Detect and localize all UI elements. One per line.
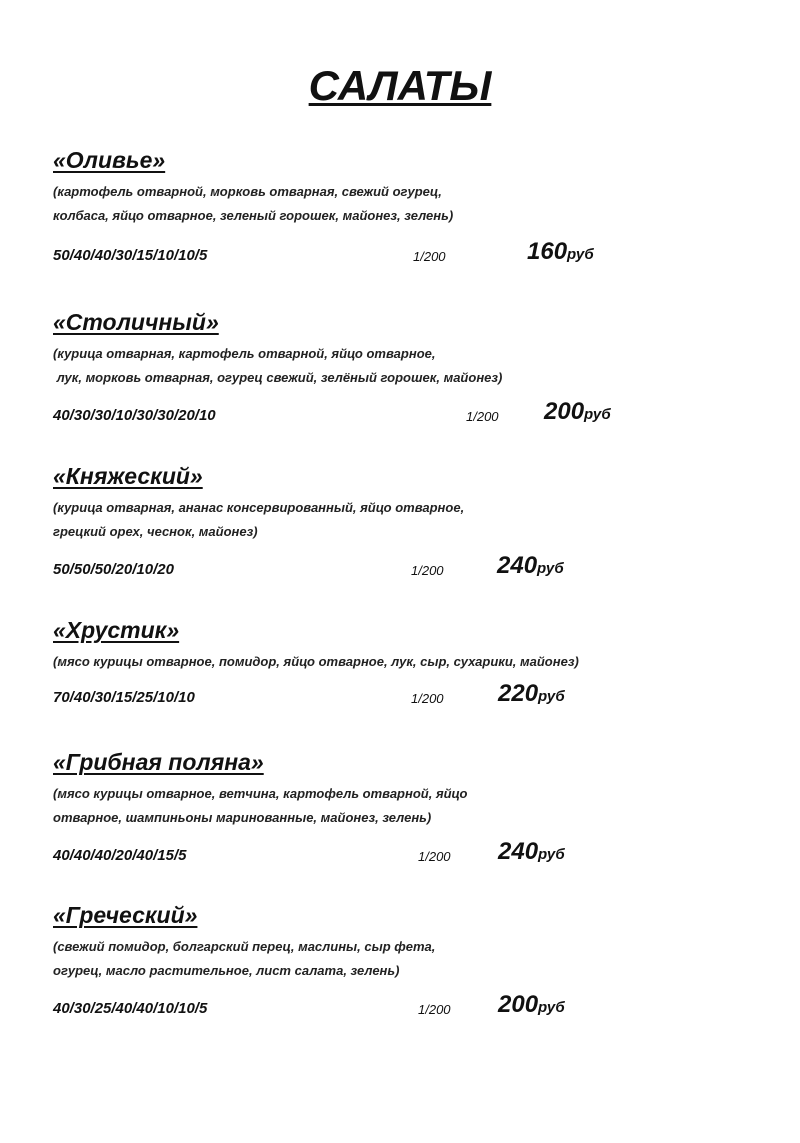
item-details: [53, 991, 753, 1021]
price-value: 220: [498, 680, 539, 707]
price-value: 240: [498, 838, 539, 865]
item-ingredients: (мясо курицы отварное, ветчина, картофель отварной, яйцо отварное, шампиньоны маринованные, майонез, зелень): [53, 786, 468, 825]
menu-item: [53, 901, 753, 1021]
item-name: «Оливье»: [53, 147, 166, 173]
price-currency: руб: [584, 406, 611, 423]
item-price: [498, 991, 565, 1019]
item-price: [527, 238, 594, 266]
item-name: «Хрустик»: [53, 617, 180, 643]
item-weight: 1/200: [418, 1002, 451, 1017]
item-portions: 50/40/40/30/15/10/10/5: [53, 247, 208, 264]
item-ingredients: (курица отварная, картофель отварной, яйцо отварное, лук, морковь отварная, огурец свежий, зелёный горошек, майонез): [53, 346, 503, 385]
item-weight: 1/200: [411, 563, 444, 578]
item-ingredients: (курица отварная, ананас консервированный, яйцо отварное, грецкий орех, чеснок, майонез): [53, 500, 465, 539]
price-value: 240: [497, 552, 538, 579]
item-weight: 1/200: [466, 409, 499, 424]
item-name: «Столичный»: [53, 309, 219, 335]
item-name: «Грибная поляна»: [53, 749, 264, 775]
menu-item: [53, 616, 753, 710]
page-title: САЛАТЫ: [308, 62, 492, 109]
item-weight: 1/200: [418, 849, 451, 864]
item-price: [498, 838, 565, 866]
item-portions: 40/30/25/40/40/10/10/5: [53, 1000, 208, 1017]
item-ingredients: (мясо курицы отварное, помидор, яйцо отварное, лук, сыр, сухарики, майонез): [53, 654, 579, 669]
price-value: 200: [498, 991, 539, 1018]
item-weight: 1/200: [411, 691, 444, 706]
item-details: [53, 680, 753, 710]
item-details: [53, 398, 753, 428]
item-weight: 1/200: [413, 249, 446, 264]
menu-item: [53, 146, 753, 268]
item-portions: 50/50/50/20/10/20: [53, 561, 174, 578]
item-price: [544, 398, 611, 426]
item-portions: 40/40/40/20/40/15/5: [53, 847, 187, 864]
item-ingredients: (свежий помидор, болгарский перец, маслины, сыр фета, огурец, масло растительное, лист салата, зелень): [53, 939, 436, 978]
price-currency: руб: [538, 999, 565, 1016]
menu-item: [53, 308, 753, 428]
item-details: [53, 838, 753, 868]
item-details: [53, 552, 753, 582]
item-portions: 70/40/30/15/25/10/10: [53, 689, 195, 706]
item-details: [53, 238, 753, 268]
item-name: «Княжеский»: [53, 463, 203, 489]
price-currency: руб: [538, 846, 565, 863]
price-currency: руб: [537, 560, 564, 577]
price-currency: руб: [567, 246, 594, 263]
menu-item: [53, 462, 753, 582]
item-price: [498, 680, 565, 708]
item-portions: 40/30/30/10/30/30/20/10: [53, 407, 216, 424]
price-value: 200: [544, 398, 585, 425]
item-name: «Греческий»: [53, 902, 198, 928]
price-value: 160: [527, 238, 568, 265]
item-ingredients: (картофель отварной, морковь отварная, свежий огурец, колбаса, яйцо отварное, зеленый горошек, майонез, зелень): [53, 184, 454, 223]
menu-item: [53, 748, 753, 868]
item-price: [497, 552, 564, 580]
price-currency: руб: [538, 688, 565, 705]
